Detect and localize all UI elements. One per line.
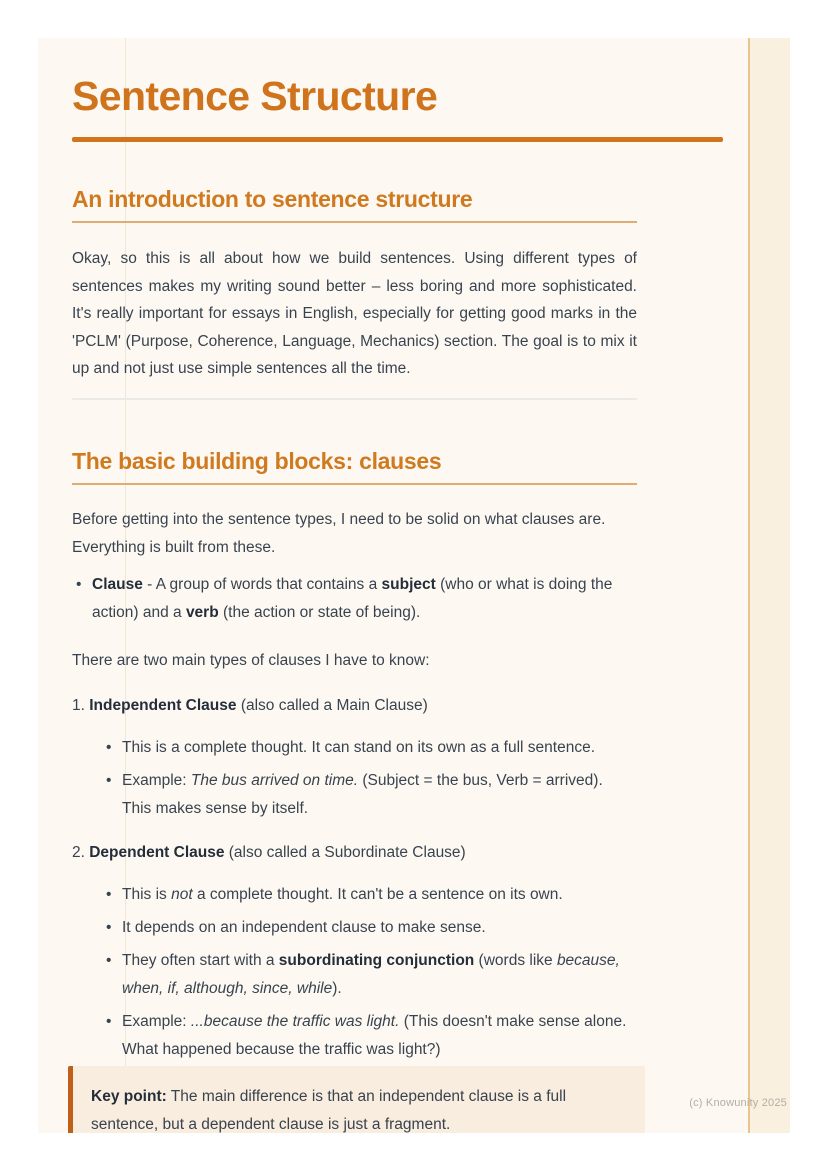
text-run: a complete thought. It can't be a sentence on its own. <box>192 885 563 903</box>
numbered-item <box>72 692 723 823</box>
text-run: because, when, if, although, since, while <box>122 951 620 997</box>
text-run: This is a complete thought. It can stand on its own as a full sentence. <box>122 738 596 756</box>
list-number: 2. <box>72 843 90 861</box>
heading-underline <box>72 221 637 223</box>
text-run: subordinating conjunction <box>278 951 475 969</box>
text-run: Clause <box>92 575 143 593</box>
list-number: 1. <box>72 696 90 714</box>
sub-bullet-list <box>105 881 632 1064</box>
text-run: (who or what is doing the action) and a <box>92 575 613 621</box>
text-run: - A group of words that contains a <box>142 575 382 593</box>
watermark: (c) Knowunity 2025 <box>689 1097 787 1109</box>
text-run: Dependent Clause <box>89 843 225 861</box>
numbered-item <box>72 839 723 1064</box>
numbered-item-title <box>72 692 723 720</box>
section-divider <box>72 398 637 400</box>
bullet-item <box>105 734 632 762</box>
text-run: This is <box>122 885 172 903</box>
notes-page <box>38 38 790 1133</box>
text-run: Independent Clause <box>89 696 237 714</box>
text-run: Example: <box>122 771 191 789</box>
text-run: ). <box>332 979 342 997</box>
page-title: Sentence Structure <box>72 73 438 119</box>
clause-types-paragraph: There are two main types of clauses I have to know: <box>72 651 430 669</box>
text-run: The main difference is that an independent clause is a full sentence, but a dependent clause is just a fragment. <box>91 1087 567 1133</box>
text-run: verb <box>185 603 219 621</box>
section-intro-heading: An introduction to sentence structure <box>72 186 473 212</box>
intro-paragraph: Okay, so this is all about how we build sentences. Using different types of sentences makes my writing sound better – less boring and more sophisticated. It's really important for essays in English, especially for getting good marks in the 'PCLM' (Purpose, Coherence, Language, Mechanics) section. The goal is to mix it up and not just use simple sentences all the time. <box>72 250 637 378</box>
sub-bullet-list <box>105 734 632 823</box>
numbered-item-title <box>72 839 723 867</box>
text-run: subject <box>381 575 436 593</box>
clause-definition-list <box>75 571 632 627</box>
page-content <box>72 38 723 1133</box>
text-run: (words like <box>474 951 557 969</box>
bullet-item <box>105 1008 632 1064</box>
text-run: (This doesn't make sense alone. What happened because the traffic was light?) <box>122 1012 627 1058</box>
text-run: They often start with a <box>122 951 279 969</box>
bullet-item <box>105 947 632 1003</box>
notebook-right-stripe <box>748 38 790 1133</box>
text-run: (the action or state of being). <box>218 603 421 621</box>
clauses-intro-paragraph: Before getting into the sentence types, I need to be solid on what clauses are. Everything is built from these. <box>72 510 606 556</box>
bullet-item <box>105 767 632 823</box>
clause-types-list <box>72 692 723 1064</box>
text-run: Example: <box>122 1012 191 1030</box>
bullet-item <box>105 914 632 942</box>
section-clauses <box>72 446 723 1133</box>
text-run: not <box>171 885 193 903</box>
text-run: The bus arrived on time. <box>190 771 359 789</box>
key-point-text <box>91 1083 625 1133</box>
text-run: (Subject = the bus, Verb = arrived). This makes sense by itself. <box>122 771 603 817</box>
text-run: (also called a Subordinate Clause) <box>224 843 466 861</box>
heading-underline <box>72 483 637 485</box>
text-run: It depends on an independent clause to make sense. <box>122 918 486 936</box>
title-divider <box>72 137 723 142</box>
section-introduction <box>72 184 723 383</box>
text-run: Key point: <box>91 1087 167 1105</box>
bullet-item <box>75 571 632 627</box>
key-point-callout <box>68 1066 645 1133</box>
section-clauses-heading: The basic building blocks: clauses <box>72 447 442 474</box>
text-run: ...because the traffic was light. <box>190 1012 400 1030</box>
bullet-item <box>105 881 632 909</box>
text-run: (also called a Main Clause) <box>236 696 428 714</box>
